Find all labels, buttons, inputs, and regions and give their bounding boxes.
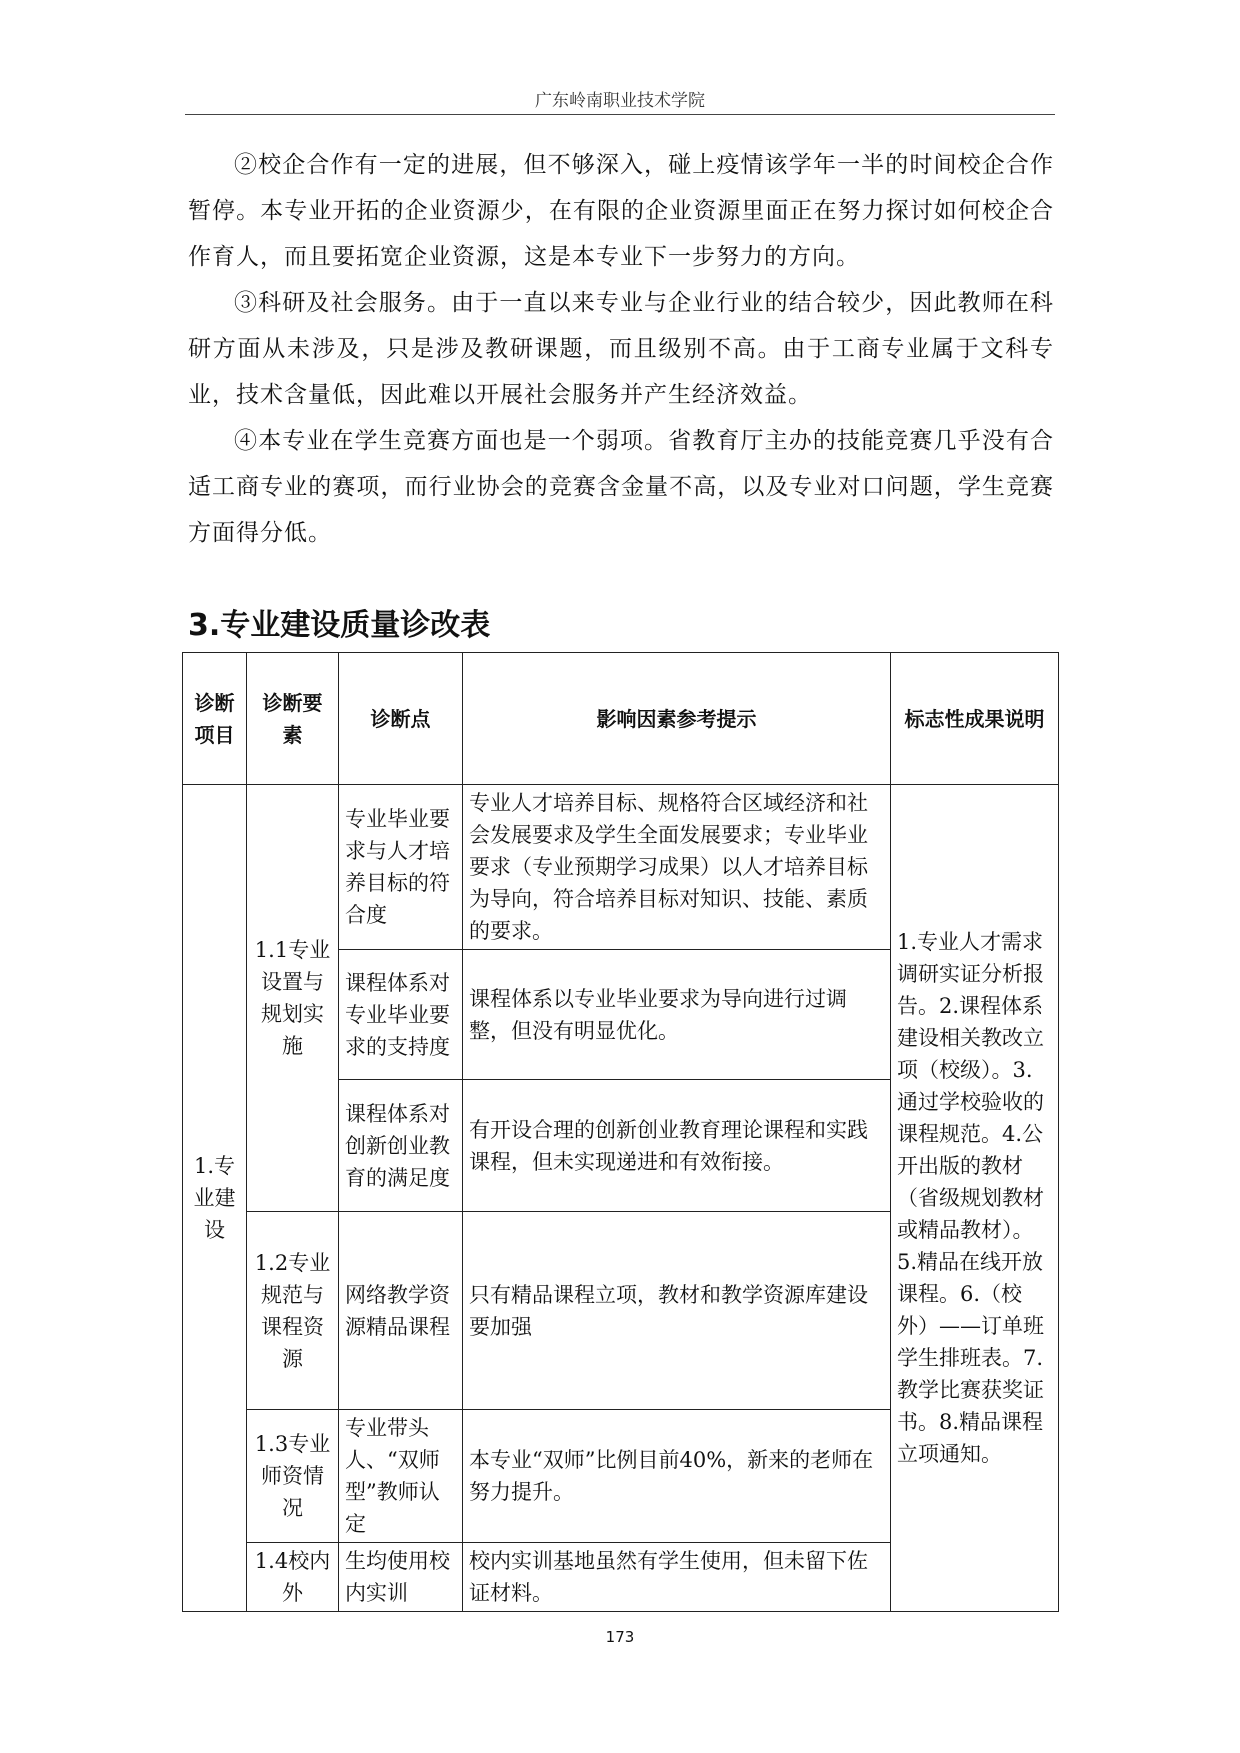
table-header-row	[183, 653, 1059, 785]
cell-point: 专业带头人、“双师型”教师认定	[339, 1410, 463, 1543]
body-text	[188, 142, 1054, 556]
cell-factor: 校内实训基地虽然有学生使用，但未留下佐证材料。	[463, 1543, 891, 1612]
cell-element-1-2: 1.2专业规范与课程资源	[247, 1212, 339, 1410]
paragraph-research-service: ③科研及社会服务。由于一直以来专业与企业行业的结合较少，因此教师在科研方面从未涉及，只是涉及教研课题，而且级别不高。由于工商专业属于文科专业，技术含量低，因此难以开展社会服务并产生经济效益。	[188, 290, 1054, 408]
paragraph-competition: ④本专业在学生竞赛方面也是一个弱项。省教育厅主办的技能竞赛几乎没有合适工商专业的赛项，而行业协会的竞赛含金量不高，以及专业对口问题，学生竞赛方面得分低。	[188, 428, 1054, 546]
cell-factor: 本专业“双师”比例目前40%，新来的老师在努力提升。	[463, 1410, 891, 1543]
header-influence-factor: 影响因素参考提示	[463, 653, 891, 785]
header-diagnosis-element: 诊断要素	[247, 653, 339, 785]
cell-element-1-4: 1.4校内外	[247, 1543, 339, 1612]
cell-element-1-3: 1.3专业师资情况	[247, 1410, 339, 1543]
page-number: 173	[605, 1628, 635, 1646]
cell-point: 课程体系对专业毕业要求的支持度	[339, 950, 463, 1080]
cell-point: 网络教学资源精品课程	[339, 1212, 463, 1410]
header-result-description: 标志性成果说明	[891, 653, 1059, 785]
header-diagnosis-item: 诊断项目	[183, 653, 247, 785]
header-diagnosis-point: 诊断点	[339, 653, 463, 785]
cell-point: 生均使用校内实训	[339, 1543, 463, 1612]
diagnosis-table	[182, 652, 1059, 1612]
table-row	[183, 785, 1059, 950]
cell-factor: 只有精品课程立项，教材和教学资源库建设要加强	[463, 1212, 891, 1410]
cell-item-professional-construction: 1.专业建设	[183, 785, 247, 1612]
cell-factor: 有开设合理的创新创业教育理论课程和实践课程，但未实现递进和有效衔接。	[463, 1080, 891, 1212]
cell-factor: 课程体系以专业毕业要求为导向进行过调整，但没有明显优化。	[463, 950, 891, 1080]
paragraph-school-enterprise: ②校企合作有一定的进展，但不够深入，碰上疫情该学年一半的时间校企合作暂停。本专业开拓的企业资源少，在有限的企业资源里面正在努力探讨如何校企合作育人，而且要拓宽企业资源，这是本专业下一步努力的方向。	[188, 152, 1054, 270]
cell-point: 课程体系对创新创业教育的满足度	[339, 1080, 463, 1212]
cell-result-description: 1.专业人才需求调研实证分析报告。2.课程体系建设相关教改立项（校级）。3.通过学校验收的课程规范。4.公开出版的教材（省级规划教材或精品教材）。5.精品在线开放课程。6.（校外）——订单班学生排班表。7.教学比赛获奖证书。8.精品课程立项通知。	[891, 785, 1059, 1612]
cell-factor: 专业人才培养目标、规格符合区域经济和社会发展要求及学生全面发展要求；专业毕业要求（专业预期学习成果）以人才培养目标为导向，符合培养目标对知识、技能、素质的要求。	[463, 785, 891, 950]
page-header: 广东岭南职业技术学院	[535, 91, 705, 111]
cell-element-1-1: 1.1专业设置与规划实施	[247, 785, 339, 1212]
section-title: 3.专业建设质量诊改表	[188, 608, 491, 643]
header-divider	[185, 114, 1055, 115]
cell-point: 专业毕业要求与人才培养目标的符合度	[339, 785, 463, 950]
